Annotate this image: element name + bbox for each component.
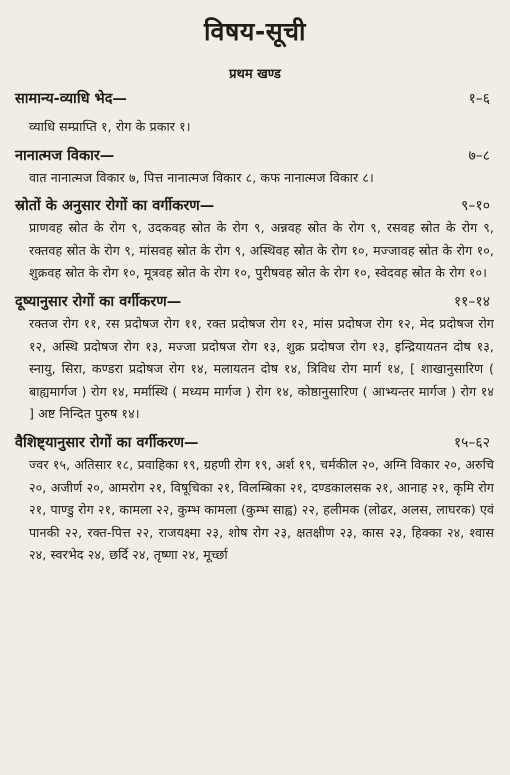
toc-section	[15, 145, 494, 190]
toc-list	[15, 88, 494, 573]
toc-section	[15, 195, 494, 285]
toc-page-range: ७–८	[468, 147, 490, 164]
toc-entries: वात नानात्मज विकार ७, पित्त नानात्मज विकार ८, कफ नानात्मज विकार ८।	[29, 169, 374, 185]
toc-heading: दूष्यानुसार रोगों का वर्गीकरण—	[15, 293, 182, 310]
toc-entries: ज्वर १५, अतिसार १८, प्रवाहिका १९, ग्रहणी रोग १९, अर्श १९, चर्मकील २०, अग्नि विकार २०, अरुचि २०, अजीर्ण २०, आमरोग २१, विषूचिका २१, विलम्बिका २१, दण्डकालसक २१, आनाह २१, कृमि रोग २१, पाण्डु रोग २१, कामला २२, कुम्भ कामला (कुम्भ साह्व) २२, हलीमक (लोढर, अलस, लाघरक) एवं पानकी २२, रक्त-पित्त २२, राजयक्ष्मा २३, शोष रोग २३, क्षतक्षीण २३, कास २३, हिक्का २४, श्वास २४, स्वरभेद २४, छर्दि २४, तृष्णा २४, मूर्च्छा	[29, 456, 494, 563]
toc-heading: सामान्य-व्याधि भेद—	[15, 91, 127, 107]
toc-heading-row	[15, 88, 494, 110]
toc-heading: नानात्मज विकार—	[15, 147, 115, 164]
page-title: विषय-सूची	[204, 17, 306, 46]
toc-page-range: ९–१०	[461, 198, 490, 215]
toc-section	[15, 291, 494, 426]
toc-heading-row	[15, 432, 494, 454]
toc-heading-row	[15, 291, 494, 313]
toc-heading-row	[15, 145, 494, 167]
toc-page-range: १५–६२	[453, 434, 490, 451]
toc-heading-row	[15, 195, 494, 217]
toc-section	[15, 88, 494, 139]
toc-entries: प्राणवह स्रोत के रोग ९, उदकवह स्रोत के रोग ९, अन्नवह स्रोत के रोग ९, रसवह स्रोत के रोग ९, रक्तवह स्रोत के रोग ९, मांसवह स्रोत के रोग ९, अस्थिवह स्रोत के रोग १०, मज्जावह स्रोत के रोग १०, शुक्रवह स्रोत के रोग १०, मूत्रवह स्रोत के रोग १०, पुरीषवह स्रोत के रोग १०, स्वेदवह स्रोत के रोग १०।	[29, 220, 494, 281]
section-subtitle: प्रथम खण्ड	[229, 67, 281, 82]
toc-section	[15, 432, 494, 567]
toc-heading: स्रोतों के अनुसार रोगों का वर्गीकरण—	[15, 198, 215, 215]
toc-entries: रक्तज रोग ११, रस प्रदोषज रोग ११, रक्त प्रदोषज रोग १२, मांस प्रदोषज रोग १२, मेद प्रदोषज रोग १२, अस्थि प्रदोषज रोग १३, मज्जा प्रदोषज रोग १३, शुक्र प्रदोषज रोग १३, इन्द्रियायतन दोष १३, स्नायु, सिरा, कण्डरा प्रदोषज रोग १४, मलायतन दोष १४, त्रिविध रोग मार्ग १४, [ शाखानुसारिण ( बाह्यमार्गज ) रोग १४, मर्मास्थि ( मध्यम मार्गज ) रोग १४, कोष्ठानुसारिण ( आभ्यन्तर मार्गज ) रोग १४ ] अष्ट निन्दित पुरुष १४।	[29, 315, 494, 422]
toc-page-range: ११–१४	[453, 293, 490, 310]
toc-heading: वैशिष्ट्यानुसार रोगों का वर्गीकरण—	[15, 434, 199, 451]
toc-entries: व्याधि सम्प्राप्ति १, रोग के प्रकार १।	[29, 119, 191, 134]
toc-page-range: १–६	[468, 91, 490, 107]
